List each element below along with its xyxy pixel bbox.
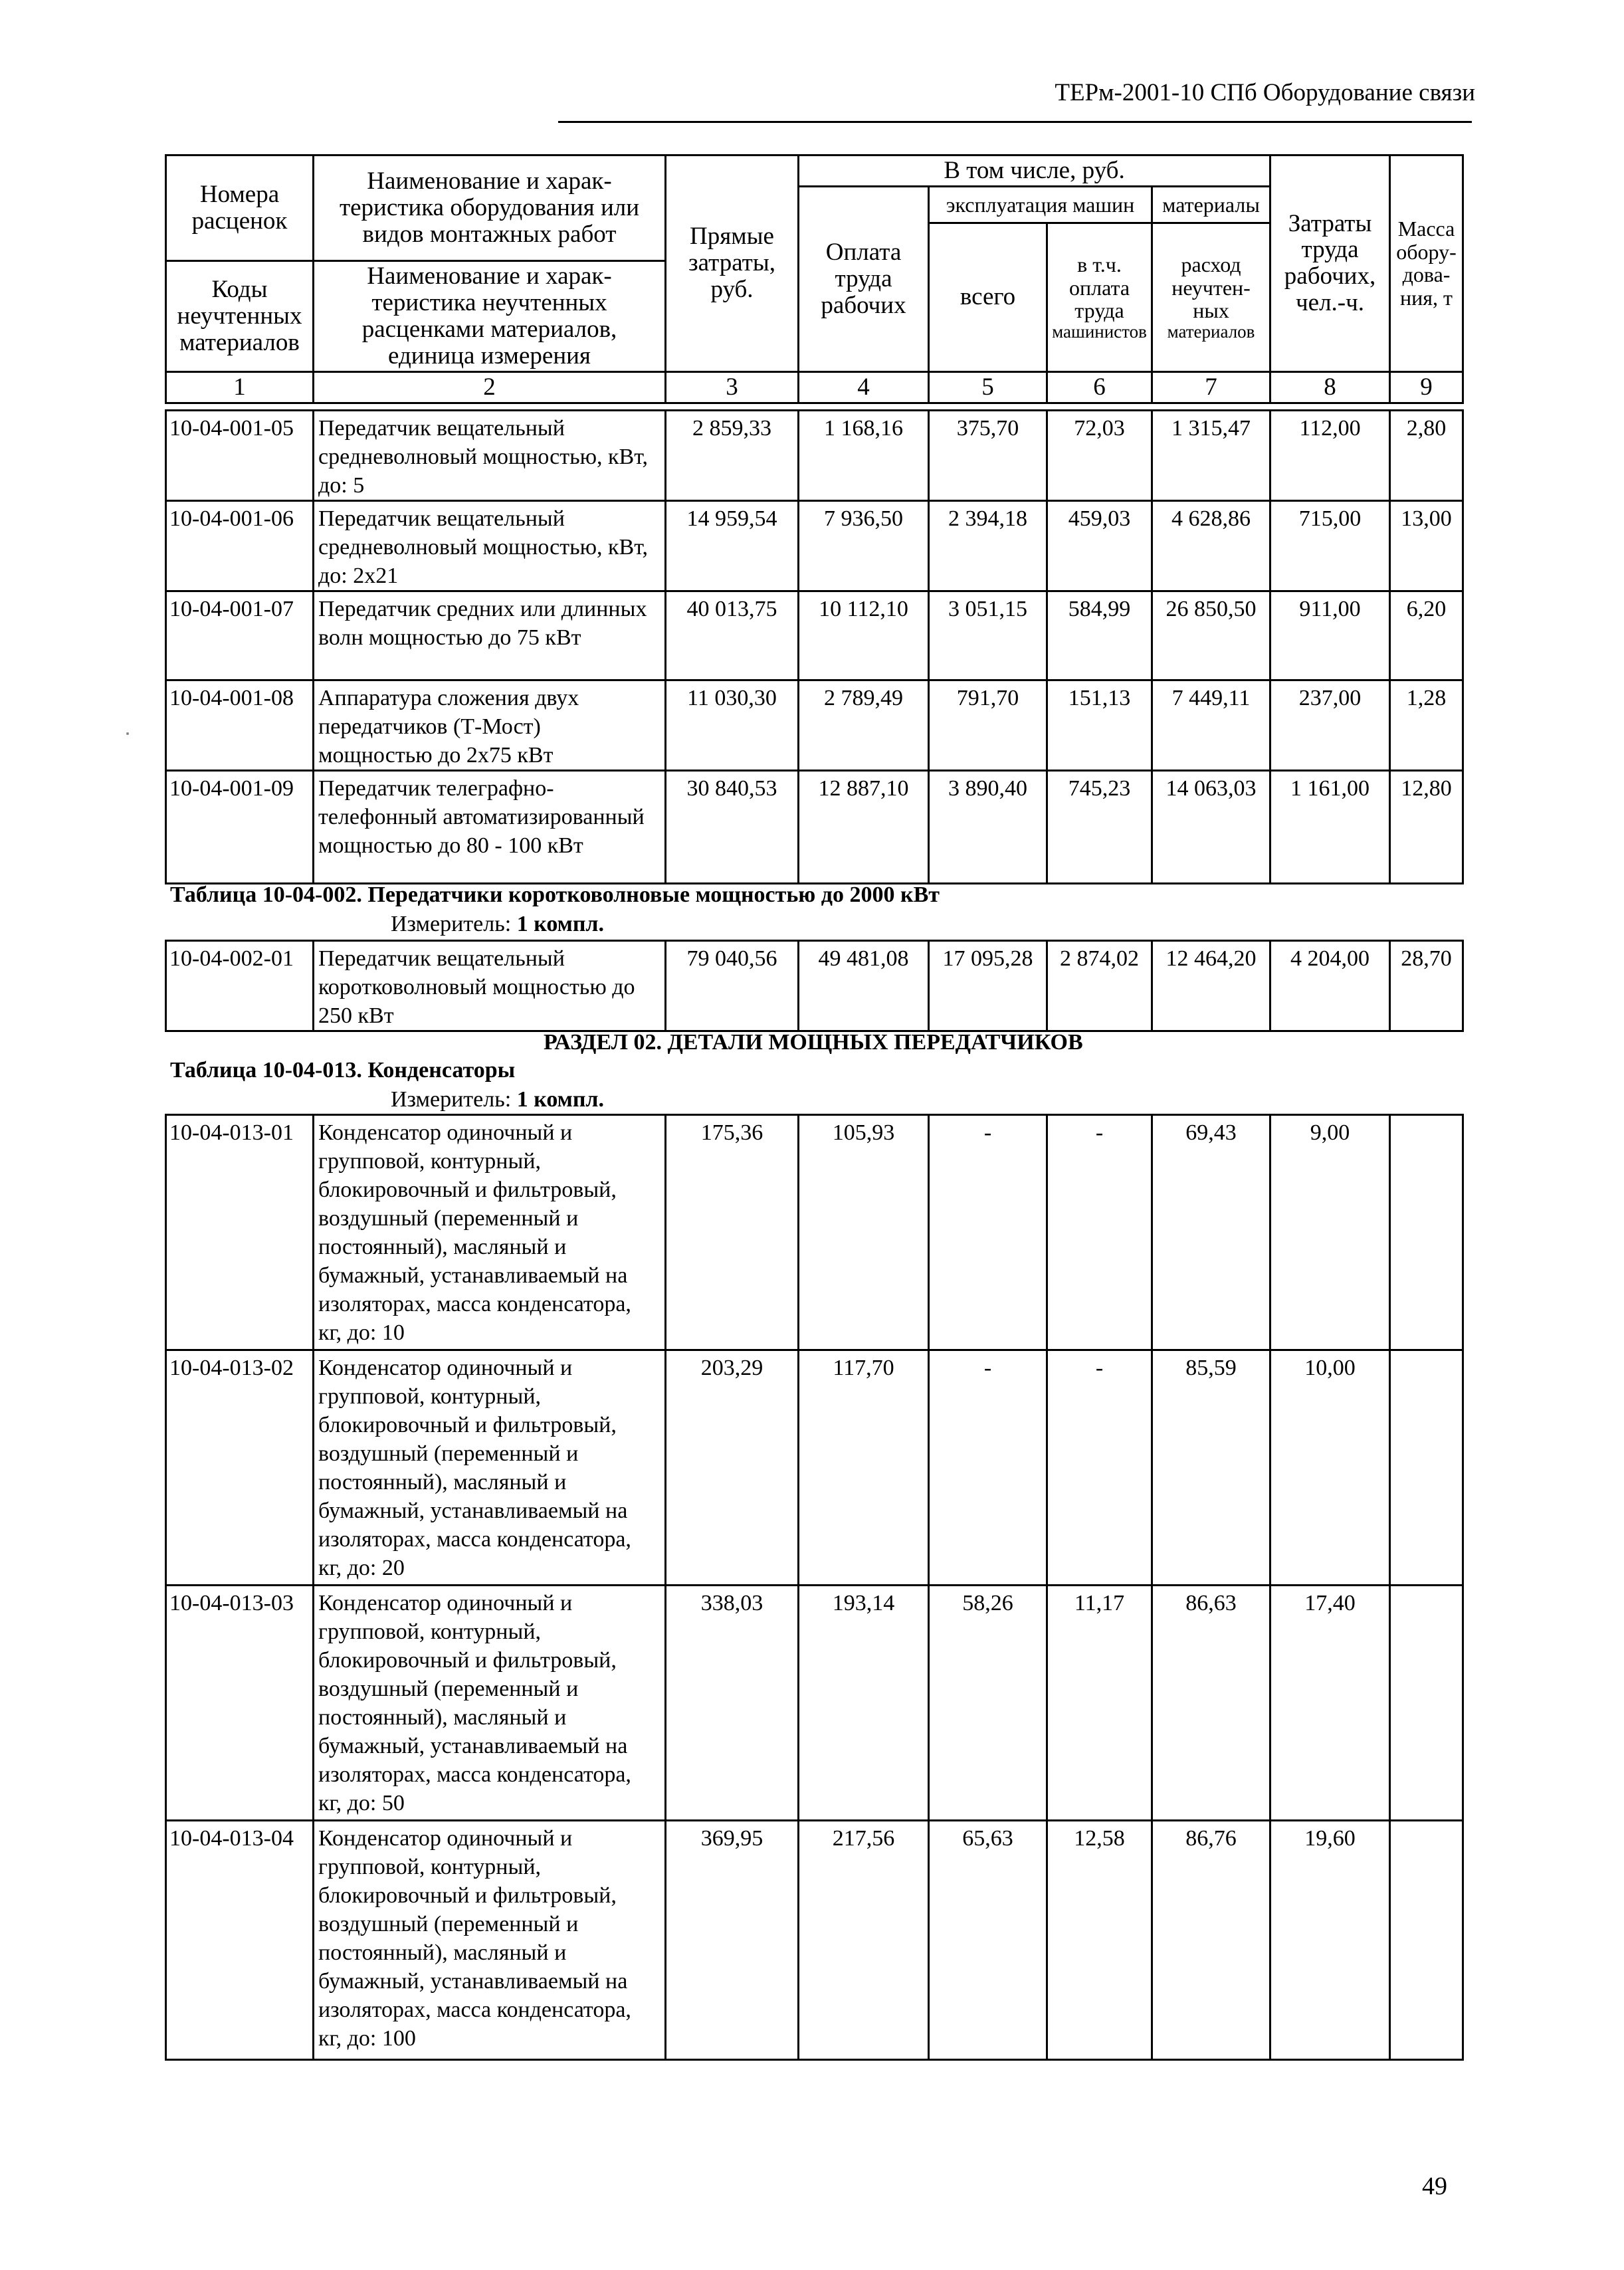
rate-name-line: до: 2х21: [318, 564, 399, 588]
rate-name-line: воздушный (переменный и: [318, 1441, 579, 1466]
rate-name-line: блокировочный и фильтровый,: [318, 1883, 617, 1908]
rate-name-line: волн мощностью до 75 кВт: [318, 625, 581, 650]
table-row: [166, 501, 1463, 591]
direct-costs: 79 040,56: [666, 941, 799, 1031]
rate-name-line: блокировочный и фильтровый,: [318, 1648, 617, 1673]
machinist-pay: -: [1047, 1350, 1152, 1586]
rate-name-line: Конденсатор одиночный и: [318, 1591, 573, 1615]
rate-name-line: групповой, контурный,: [318, 1855, 542, 1879]
materials-cost: 86,76: [1152, 1821, 1270, 2060]
rate-name-line: постоянный), масляный и: [318, 1235, 567, 1259]
rate-name: [314, 680, 666, 771]
col-header-codes-top: Номера расценок: [166, 155, 314, 261]
direct-costs: 30 840,53: [666, 771, 799, 884]
rate-name-line: воздушный (переменный и: [318, 1912, 579, 1936]
materials-cost: 1 315,47: [1152, 411, 1270, 501]
rate-name-line: изоляторах, масса конденсатора,: [318, 1762, 631, 1787]
rate-name-line: Передатчик вещательный: [318, 416, 565, 441]
rate-code: 10-04-002-01: [166, 941, 314, 1031]
materials-cost: 69,43: [1152, 1115, 1270, 1350]
col-number: 7: [1152, 371, 1270, 403]
table-row: [166, 1586, 1463, 1821]
table-row: [166, 411, 1463, 501]
rates-table-10-04-002: [165, 940, 1464, 1032]
rate-name-line: блокировочный и фильтровый,: [318, 1413, 617, 1437]
rate-name-line: воздушный (переменный и: [318, 1206, 579, 1231]
col-number: 3: [666, 371, 799, 403]
labor-hours: 911,00: [1270, 591, 1390, 680]
rate-name: [314, 501, 666, 591]
machines-total: 3 890,40: [929, 771, 1047, 884]
machines-total: 65,63: [929, 1821, 1047, 2060]
labor-hours: 9,00: [1270, 1115, 1390, 1350]
direct-costs: 40 013,75: [666, 591, 799, 680]
rate-name-line: телефонный автоматизированный: [318, 805, 645, 829]
direct-costs: 338,03: [666, 1586, 799, 1821]
col-number: 1: [166, 371, 314, 403]
table-row: [166, 680, 1463, 771]
rate-name-line: средневолновый мощностью, кВт,: [318, 535, 649, 560]
equipment-mass: 12,80: [1390, 771, 1463, 884]
rate-name-line: постоянный), масляный и: [318, 1470, 567, 1495]
rate-code: 10-04-013-02: [166, 1350, 314, 1586]
table-heading-10-04-002: Таблица 10-04-002. Передатчики коротковолновые мощностью до 2000 кВт: [170, 882, 940, 907]
labor-hours: 237,00: [1270, 680, 1390, 771]
machines-total: 791,70: [929, 680, 1047, 771]
rate-name-line: бумажный, устанавливаемый на: [318, 1969, 628, 1994]
machines-total: 375,70: [929, 411, 1047, 501]
labor-hours: 10,00: [1270, 1350, 1390, 1586]
table-heading-10-04-013: Таблица 10-04-013. Конденсаторы: [170, 1058, 516, 1083]
machinist-pay: 745,23: [1047, 771, 1152, 884]
rate-name-line: изоляторах, масса конденсатора,: [318, 1292, 631, 1316]
rate-code: 10-04-001-06: [166, 501, 314, 591]
col-header-direct-costs: Прямые затраты, руб.: [666, 155, 799, 372]
labor-hours: 112,00: [1270, 411, 1390, 501]
rate-name-line: кг, до: 20: [318, 1556, 405, 1580]
labor-pay: 49 481,08: [799, 941, 929, 1031]
col-number: 6: [1047, 371, 1152, 403]
rate-name-line: передатчиков (Т-Мост): [318, 714, 541, 739]
direct-costs: 14 959,54: [666, 501, 799, 591]
col-header-machinist-pay: в т.ч. оплата труда машинистов: [1047, 223, 1152, 371]
col-header-codes-bottom: Коды неучтенных материалов: [166, 261, 314, 372]
equipment-mass: 28,70: [1390, 941, 1463, 1031]
rate-name-line: коротковолновый мощностью до: [318, 975, 635, 999]
table-row: [166, 1821, 1463, 2060]
col-header-machines-total: всего: [929, 223, 1047, 371]
table-row: [166, 1350, 1463, 1586]
rate-name-line: средневолновый мощностью, кВт,: [318, 445, 649, 469]
col-number: 2: [314, 371, 666, 403]
materials-cost: 7 449,11: [1152, 680, 1270, 771]
measure-unit: Измеритель: 1 компл.: [391, 912, 605, 936]
labor-pay: 2 789,49: [799, 680, 929, 771]
rates-table-10-04-001: [165, 409, 1464, 884]
col-number: 4: [799, 371, 929, 403]
equipment-mass: [1390, 1115, 1463, 1350]
col-header-materials: материалы: [1152, 186, 1270, 223]
equipment-mass: 2,80: [1390, 411, 1463, 501]
equipment-mass: [1390, 1821, 1463, 2060]
rate-name-line: Конденсатор одиночный и: [318, 1120, 573, 1145]
col-header-name-bottom: Наименование и харак- теристика неучтенных расценками материалов, единица измерения: [314, 261, 666, 372]
rate-name-line: групповой, контурный,: [318, 1384, 542, 1409]
rate-name-line: Передатчик телеграфно-: [318, 776, 554, 801]
labor-pay: 105,93: [799, 1115, 929, 1350]
machines-total: 3 051,15: [929, 591, 1047, 680]
col-number: 9: [1390, 371, 1463, 403]
rate-name-line: блокировочный и фильтровый,: [318, 1178, 617, 1202]
col-header-unaccounted-materials: расход неучтен- ных материалов: [1152, 223, 1270, 371]
rate-code: 10-04-013-01: [166, 1115, 314, 1350]
rate-name-line: мощностью до 80 - 100 кВт: [318, 833, 583, 858]
rate-name-line: бумажный, устанавливаемый на: [318, 1263, 628, 1288]
rate-code: 10-04-001-09: [166, 771, 314, 884]
machinist-pay: 72,03: [1047, 411, 1152, 501]
machinist-pay: 151,13: [1047, 680, 1152, 771]
col-header-mass: Масса обору- дова- ния, т: [1390, 155, 1463, 372]
rate-name-line: бумажный, устанавливаемый на: [318, 1734, 628, 1758]
equipment-mass: 13,00: [1390, 501, 1463, 591]
page-title: ТЕРм-2001-10 СПб Оборудование связи: [1055, 79, 1475, 106]
rate-name-line: мощностью до 2х75 кВт: [318, 743, 554, 768]
rate-name-line: изоляторах, масса конденсатора,: [318, 1998, 631, 2022]
direct-costs: 2 859,33: [666, 411, 799, 501]
rate-code: 10-04-013-04: [166, 1821, 314, 2060]
column-number-row: [166, 371, 1463, 403]
labor-hours: 4 204,00: [1270, 941, 1390, 1031]
direct-costs: 203,29: [666, 1350, 799, 1586]
page-number: 49: [1422, 2172, 1447, 2200]
rate-name-line: Передатчик вещательный: [318, 946, 565, 971]
scan-speck: [126, 732, 129, 735]
machines-total: -: [929, 1350, 1047, 1586]
rate-name: [314, 1350, 666, 1586]
rate-name: [314, 1115, 666, 1350]
rate-name: [314, 771, 666, 884]
machines-total: 17 095,28: [929, 941, 1047, 1031]
machines-total: -: [929, 1115, 1047, 1350]
labor-pay: 12 887,10: [799, 771, 929, 884]
machinist-pay: 2 874,02: [1047, 941, 1152, 1031]
materials-cost: 26 850,50: [1152, 591, 1270, 680]
direct-costs: 175,36: [666, 1115, 799, 1350]
rate-name-line: кг, до: 10: [318, 1320, 405, 1345]
machinist-pay: 11,17: [1047, 1586, 1152, 1821]
machinist-pay: 584,99: [1047, 591, 1152, 680]
col-header-labor-hours: Затраты труда рабочих, чел.-ч.: [1270, 155, 1390, 372]
direct-costs: 11 030,30: [666, 680, 799, 771]
labor-hours: 17,40: [1270, 1586, 1390, 1821]
materials-cost: 4 628,86: [1152, 501, 1270, 591]
table-row: [166, 941, 1463, 1031]
labor-pay: 193,14: [799, 1586, 929, 1821]
rate-code: 10-04-001-08: [166, 680, 314, 771]
machinist-pay: -: [1047, 1115, 1152, 1350]
rate-name-line: групповой, контурный,: [318, 1149, 542, 1174]
title-rule: [558, 121, 1472, 123]
table-row: [166, 591, 1463, 680]
rates-table-10-04-013: [165, 1114, 1464, 2061]
col-header-group: В том числе, руб.: [799, 155, 1270, 187]
labor-pay: 10 112,10: [799, 591, 929, 680]
equipment-mass: 6,20: [1390, 591, 1463, 680]
rate-name: [314, 591, 666, 680]
rate-code: 10-04-001-05: [166, 411, 314, 501]
col-header-name-top: Наименование и харак- теристика оборудования или видов монтажных работ: [314, 155, 666, 261]
rate-name-line: постоянный), масляный и: [318, 1705, 567, 1730]
rate-name-line: изоляторах, масса конденсатора,: [318, 1527, 631, 1552]
materials-cost: 85,59: [1152, 1350, 1270, 1586]
rate-name-line: бумажный, устанавливаемый на: [318, 1498, 628, 1523]
rate-name-line: воздушный (переменный и: [318, 1677, 579, 1701]
rate-code: 10-04-001-07: [166, 591, 314, 680]
rate-name: [314, 1821, 666, 2060]
labor-pay: 7 936,50: [799, 501, 929, 591]
rate-name-line: Аппаратура сложения двух: [318, 686, 579, 710]
materials-cost: 86,63: [1152, 1586, 1270, 1821]
materials-cost: 14 063,03: [1152, 771, 1270, 884]
machines-total: 58,26: [929, 1586, 1047, 1821]
equipment-mass: [1390, 1586, 1463, 1821]
equipment-mass: [1390, 1350, 1463, 1586]
rate-name: [314, 941, 666, 1031]
machinist-pay: 12,58: [1047, 1821, 1152, 2060]
rate-name-line: групповой, контурный,: [318, 1619, 542, 1644]
labor-hours: 19,60: [1270, 1821, 1390, 2060]
labor-pay: 117,70: [799, 1350, 929, 1586]
rate-name-line: кг, до: 50: [318, 1791, 405, 1815]
equipment-mass: 1,28: [1390, 680, 1463, 771]
rate-name-line: Передатчик средних или длинных: [318, 597, 647, 621]
labor-pay: 217,56: [799, 1821, 929, 2060]
rate-name-line: Конденсатор одиночный и: [318, 1826, 573, 1851]
rate-name-line: кг, до: 100: [318, 2026, 416, 2051]
rate-name-line: Конденсатор одиночный и: [318, 1356, 573, 1380]
table-row: [166, 1115, 1463, 1350]
machinist-pay: 459,03: [1047, 501, 1152, 591]
labor-hours: 1 161,00: [1270, 771, 1390, 884]
rate-name: [314, 411, 666, 501]
rate-name-line: до: 5: [318, 473, 365, 498]
col-header-machines: эксплуатация машин: [929, 186, 1152, 223]
rate-name-line: постоянный), масляный и: [318, 1940, 567, 1965]
materials-cost: 12 464,20: [1152, 941, 1270, 1031]
column-header-table: [165, 154, 1464, 404]
table-row: [166, 771, 1463, 884]
measure-unit: Измеритель: 1 компл.: [391, 1087, 605, 1112]
col-number: 5: [929, 371, 1047, 403]
rate-code: 10-04-013-03: [166, 1586, 314, 1821]
direct-costs: 369,95: [666, 1821, 799, 2060]
col-header-labor-pay: Оплата труда рабочих: [799, 186, 929, 371]
machines-total: 2 394,18: [929, 501, 1047, 591]
section-heading: РАЗДЕЛ 02. ДЕТАЛИ МОЩНЫХ ПЕРЕДАТЧИКОВ: [544, 1030, 1083, 1055]
labor-hours: 715,00: [1270, 501, 1390, 591]
rate-name-line: Передатчик вещательный: [318, 506, 565, 531]
labor-pay: 1 168,16: [799, 411, 929, 501]
rate-name-line: 250 кВт: [318, 1003, 394, 1028]
col-number: 8: [1270, 371, 1390, 403]
rate-name: [314, 1586, 666, 1821]
